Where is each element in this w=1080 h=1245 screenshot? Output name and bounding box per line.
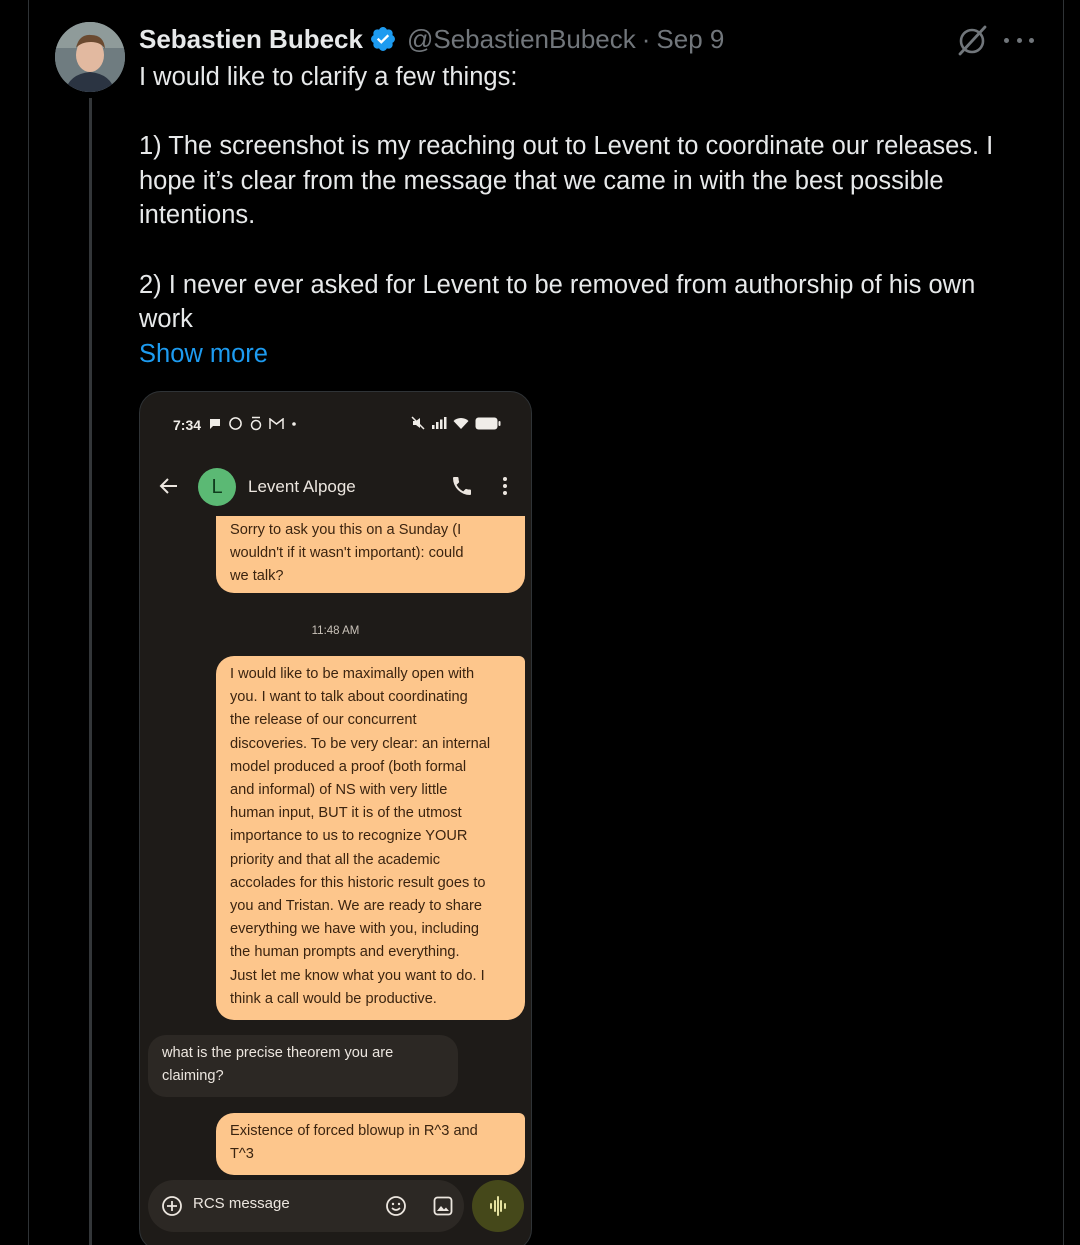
tweet-line: intentions. <box>139 201 256 230</box>
message-bubble-outgoing[interactable] <box>216 656 525 1020</box>
gallery-icon[interactable] <box>431 1194 455 1218</box>
rcs-message-input[interactable]: RCS message <box>193 1195 290 1212</box>
grok-icon[interactable] <box>956 24 988 56</box>
gmail-icon <box>269 418 284 430</box>
message-line: Existence of forced blowup in R^3 and <box>230 1123 478 1139</box>
message-line: T^3 <box>230 1146 254 1163</box>
status-time: 7:34 <box>173 417 202 433</box>
messages-icon <box>208 417 222 431</box>
notification-icons <box>208 416 298 431</box>
tweet-line: 1) The screenshot is my reaching out to Levent to coordinate our releases. I <box>139 132 994 161</box>
tweet-date[interactable]: Sep 9 <box>656 23 725 54</box>
message-line: accolades for this historic result goes to <box>230 874 486 891</box>
show-more-link[interactable]: Show more <box>139 339 268 368</box>
phone-status-bar <box>140 392 531 454</box>
tweet-header <box>139 22 724 56</box>
author-name[interactable]: Sebastien Bubeck <box>139 23 363 54</box>
verified-badge-icon <box>369 25 397 53</box>
contact-name[interactable]: Levent Alpoge <box>248 477 356 496</box>
tweet-text <box>139 60 1039 371</box>
chat-header <box>140 460 531 514</box>
battery-icon <box>475 417 501 430</box>
message-line: Sorry to ask you this on a Sunday (I <box>230 522 462 538</box>
tweet-line: I would like to clarify a few things: <box>139 63 518 91</box>
message-timestamp: 11:48 AM <box>311 625 360 637</box>
message-line: the human prompts and everything. <box>230 944 460 961</box>
system-icons <box>411 416 501 430</box>
attached-screenshot[interactable] <box>139 391 532 1245</box>
mute-icon <box>411 416 425 430</box>
message-bubble-outgoing[interactable] <box>216 1113 525 1175</box>
voice-message-button[interactable] <box>472 1180 524 1232</box>
message-line: think a call would be productive. <box>230 990 437 1007</box>
message-composer[interactable] <box>148 1180 464 1232</box>
back-arrow-icon[interactable] <box>157 474 181 498</box>
tweet-line: 2) I never ever asked for Levent to be removed from authorship of his own <box>139 270 976 299</box>
message-line: you. I want to talk about coordinating <box>230 689 468 706</box>
message-line: wouldn't if it wasn't important): could <box>230 545 464 562</box>
chat-menu-icon[interactable] <box>498 474 512 498</box>
message-line: discoveries. To be very clear: an internal <box>230 735 491 752</box>
add-attachment-icon[interactable] <box>161 1195 183 1217</box>
message-bubble-incoming[interactable] <box>148 1035 458 1097</box>
message-line: claiming? <box>162 1068 224 1085</box>
message-line: and informal) of NS with very little <box>230 782 448 799</box>
author-handle[interactable]: @SebastienBubeck <box>406 23 636 54</box>
message-line: human input, BUT it is of the utmost <box>230 805 462 822</box>
message-line: the release of our concurrent <box>230 712 417 729</box>
message-line: I would like to be maximally open with <box>230 666 475 682</box>
phone-call-icon[interactable] <box>450 474 474 498</box>
message-bubble-outgoing[interactable] <box>216 516 525 593</box>
separator-dot: · <box>641 23 651 54</box>
emoji-icon[interactable] <box>384 1194 408 1218</box>
app-icon <box>249 416 263 431</box>
more-options-icon[interactable] <box>1004 26 1034 54</box>
author-avatar[interactable] <box>55 22 125 92</box>
message-line: priority and that all the academic <box>230 851 441 868</box>
message-line: what is the precise theorem you are <box>162 1045 394 1061</box>
contact-avatar[interactable]: L <box>198 468 236 506</box>
more-notifications-icon <box>290 420 298 428</box>
wifi-icon <box>453 417 469 430</box>
chat-messages <box>140 516 531 1176</box>
whatsapp-icon <box>228 416 243 431</box>
message-line: you and Tristan. We are ready to share <box>230 898 483 915</box>
message-line: model produced a proof (both formal <box>230 758 467 775</box>
thread-line <box>89 98 92 1245</box>
message-line: Just let me know what you want to do. I <box>230 967 485 984</box>
message-line: we talk? <box>230 568 284 585</box>
tweet-line: work <box>139 305 193 334</box>
signal-icon <box>431 417 447 429</box>
tweet-line: hope it’s clear from the message that we came in with the best possible <box>139 166 944 195</box>
message-line: everything we have with you, including <box>230 921 480 938</box>
message-line: importance to us to recognize YOUR <box>230 828 468 845</box>
voice-waveform-icon <box>486 1194 510 1218</box>
